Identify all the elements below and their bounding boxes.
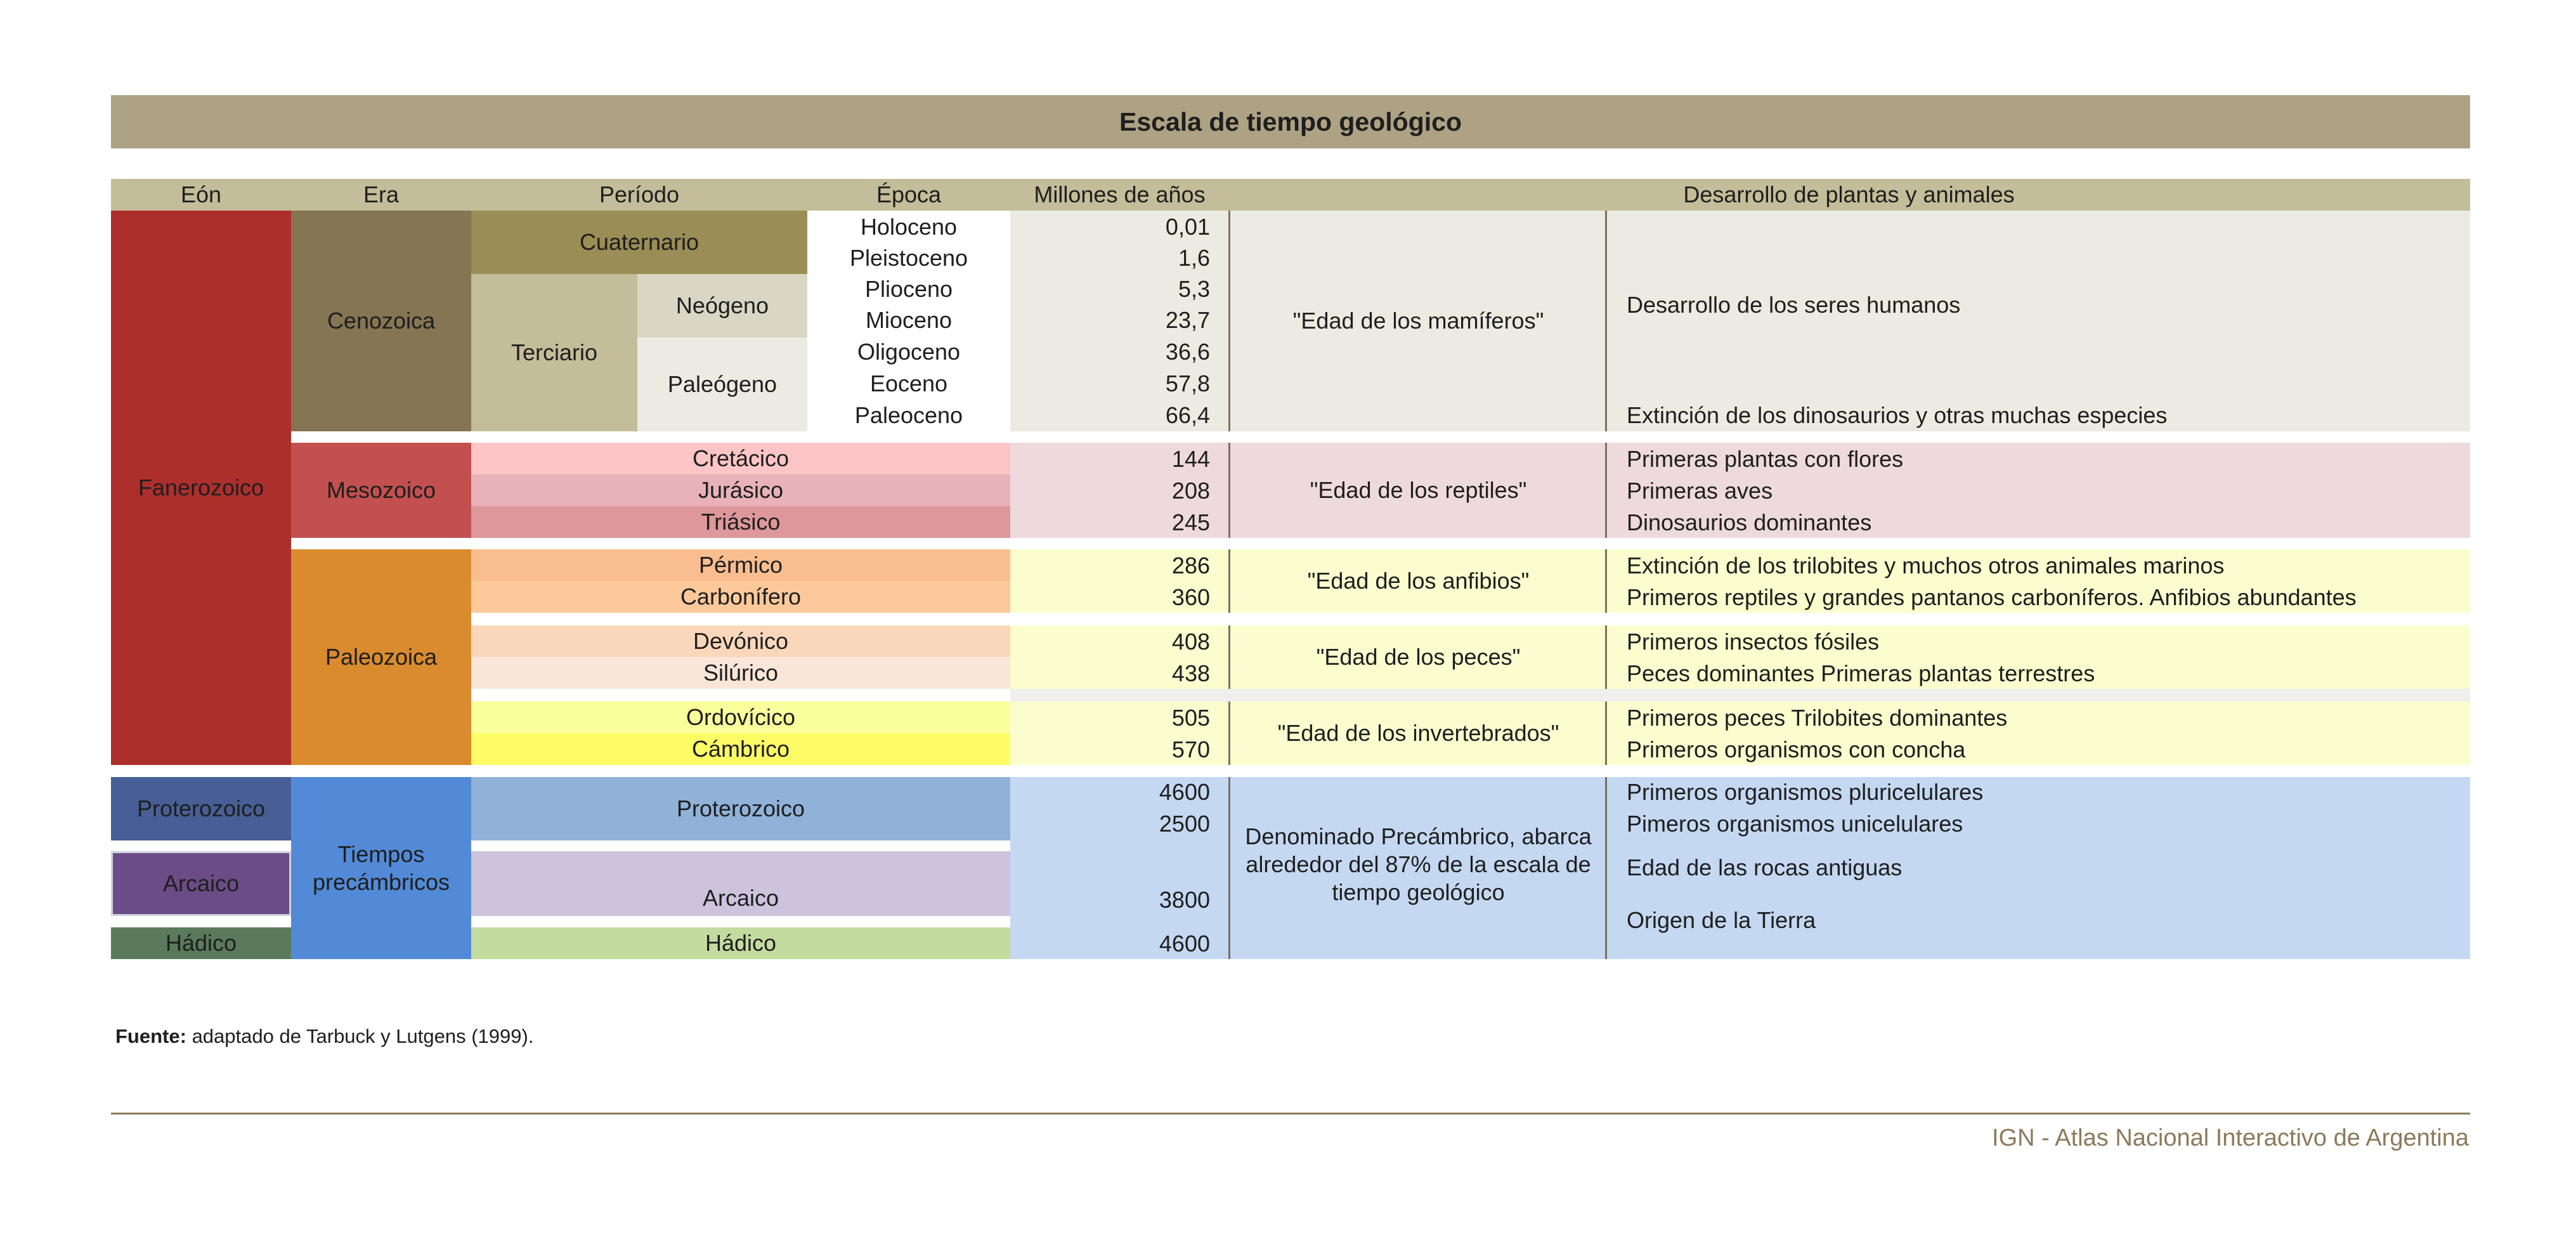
years-oligoceno: 36,6 <box>1165 339 1210 365</box>
epoch-plioceno: Plioceno <box>864 276 953 302</box>
footer-credit: IGN - Atlas Nacional Interactivo de Argentina <box>1992 1125 2469 1151</box>
footer-divider <box>111 1113 2470 1115</box>
paleozoico-gap-1 <box>471 613 2470 625</box>
separator-line <box>1228 702 1230 765</box>
separator-line <box>1228 211 1230 431</box>
dev-extincion-trilobites: Extinción de los trilobites y muchos otros animales marinos <box>1627 552 2225 579</box>
period-hadico: Hádico <box>471 927 1010 959</box>
period-silurico: Silúrico <box>471 657 1010 689</box>
years-pleistoceno: 1,6 <box>1178 245 1210 271</box>
years-permico: 286 <box>1171 552 1210 579</box>
header-desarrollo: Desarrollo de plantas y animales <box>1683 181 2015 207</box>
epoch-paleoceno: Paleoceno <box>854 402 963 428</box>
period-jurasico: Jurásico <box>471 474 1010 506</box>
age-anfibios: "Edad de los anfibios" <box>1307 568 1530 594</box>
years-mioceno: 23,7 <box>1165 307 1210 333</box>
years-jurasico: 208 <box>1171 478 1210 504</box>
header-millones: Millones de años <box>1034 181 1206 207</box>
years-proterozoico-bottom: 2500 <box>1159 811 1210 837</box>
epoch-pleistoceno: Pleistoceno <box>849 245 968 271</box>
age-precambrico-text: Denominado Precámbrico, abarca alrededor del 87% de la escala de tiempo geológico <box>1245 823 1592 905</box>
header-epoca: Época <box>876 181 942 207</box>
period-devonico: Devónico <box>471 625 1010 657</box>
separator-line <box>1605 777 1607 959</box>
years-carbonifero: 360 <box>1171 584 1210 610</box>
years-holoceno: 0,01 <box>1165 214 1210 240</box>
separator-line <box>1605 549 1607 613</box>
source-label: Fuente: <box>115 1025 186 1047</box>
period-cambrico: Cámbrico <box>471 733 1010 765</box>
dev-concha: Primeros organismos con concha <box>1627 736 1966 762</box>
era-tiempos-precambricos-label: Tiempos precámbricos <box>312 840 450 895</box>
source-note <box>115 1023 533 1050</box>
period-carbonifero: Carbonífero <box>471 581 1010 613</box>
separator-line <box>1228 549 1230 613</box>
era-mesozoico: Mesozoico <box>291 443 471 538</box>
years-cretacico: 144 <box>1171 446 1210 472</box>
period-arcaico-label: Arcaico <box>702 885 779 911</box>
period-permico: Pérmico <box>471 549 1010 581</box>
years-triasico: 245 <box>1171 509 1210 535</box>
epoch-holoceno: Holoceno <box>860 214 958 240</box>
period-ordovicico: Ordovícico <box>471 702 1010 733</box>
dev-seres-humanos: Desarrollo de los seres humanos <box>1627 292 1961 318</box>
eon-hadico: Hádico <box>111 927 291 959</box>
years-paleoceno: 66,4 <box>1165 402 1210 428</box>
years-silurico: 438 <box>1171 660 1210 686</box>
dev-extincion-dinosaurios: Extinción de los dinosaurios y otras muchas especies <box>1627 402 2168 428</box>
years-ordovicico: 505 <box>1171 705 1210 731</box>
header-eon: Eón <box>180 181 222 207</box>
dev-unicelulares: Pimeros organismos unicelulares <box>1627 811 1963 837</box>
age-mamiferos: "Edad de los mamíferos" <box>1292 308 1544 334</box>
paleozoico-gap-3 <box>1010 689 2470 702</box>
separator-line <box>1605 702 1607 765</box>
source-text: adaptado de Tarbuck y Lutgens (1999). <box>192 1025 534 1047</box>
separator-line <box>1605 443 1607 538</box>
dev-peces-trilobites: Primeros peces Trilobites dominantes <box>1627 705 2008 731</box>
dev-rocas: Edad de las rocas antiguas <box>1627 854 1903 880</box>
years-proterozoico-top: 4600 <box>1159 779 1210 805</box>
dev-origen: Origen de la Tierra <box>1627 907 1816 933</box>
epoch-mioceno: Mioceno <box>865 307 953 333</box>
era-cenozoica: Cenozoica <box>291 211 471 431</box>
dev-dinosaurios: Dinosaurios dominantes <box>1627 509 1872 535</box>
separator-line <box>1228 625 1230 689</box>
header-era: Era <box>363 181 400 207</box>
separator-line <box>1605 211 1607 431</box>
years-cambrico: 570 <box>1171 736 1210 762</box>
period-cretacico: Cretácico <box>471 443 1010 474</box>
separator-line <box>1228 443 1230 538</box>
era-paleozoica: Paleozoica <box>291 549 471 765</box>
years-hadico: 4600 <box>1159 931 1210 957</box>
years-arcaico: 3800 <box>1159 887 1210 913</box>
age-peces: "Edad de los peces" <box>1316 644 1521 670</box>
dev-pluricelulares: Primeros organismos pluricelulares <box>1627 779 1984 805</box>
period-proterozoico: Proterozoico <box>471 777 1010 840</box>
eon-fanerozoico: Fanerozoico <box>111 211 291 765</box>
dev-peces-plantas: Peces dominantes Primeras plantas terrestres <box>1627 660 2095 686</box>
dev-reptiles-pantanos: Primeros reptiles y grandes pantanos carboníferos. Anfibios abundantes <box>1627 584 2357 610</box>
years-eoceno: 57,8 <box>1165 370 1210 396</box>
paleozoico-gap-2 <box>471 689 1010 702</box>
period-arcaico <box>471 851 1010 916</box>
separator-line <box>1605 625 1607 689</box>
era-tiempos-precambricos <box>291 777 471 959</box>
period-triasico: Triásico <box>471 506 1010 538</box>
years-devonico: 408 <box>1171 629 1210 655</box>
eon-proterozoico: Proterozoico <box>111 777 291 840</box>
period-paleogeno: Paleógeno <box>637 337 807 431</box>
separator-line <box>1228 777 1230 959</box>
age-invertebrados: "Edad de los invertebrados" <box>1277 720 1559 746</box>
period-neogeno: Neógeno <box>637 274 807 337</box>
years-plioceno: 5,3 <box>1178 276 1210 302</box>
eon-arcaico: Arcaico <box>111 851 291 916</box>
dev-plantas-flores: Primeras plantas con flores <box>1627 446 1904 472</box>
page-title: Escala de tiempo geológico <box>111 95 2470 148</box>
period-cuaternario: Cuaternario <box>471 211 807 274</box>
age-precambrico <box>1231 777 1606 959</box>
period-terciario: Terciario <box>471 274 637 431</box>
age-reptiles: "Edad de los reptiles" <box>1310 477 1527 503</box>
header-periodo: Período <box>599 181 680 207</box>
dev-insectos: Primeros insectos fósiles <box>1627 629 1880 655</box>
dev-aves: Primeras aves <box>1627 478 1773 504</box>
epoch-oligoceno: Oligoceno <box>857 339 961 365</box>
epoch-eoceno: Eoceno <box>869 370 948 396</box>
